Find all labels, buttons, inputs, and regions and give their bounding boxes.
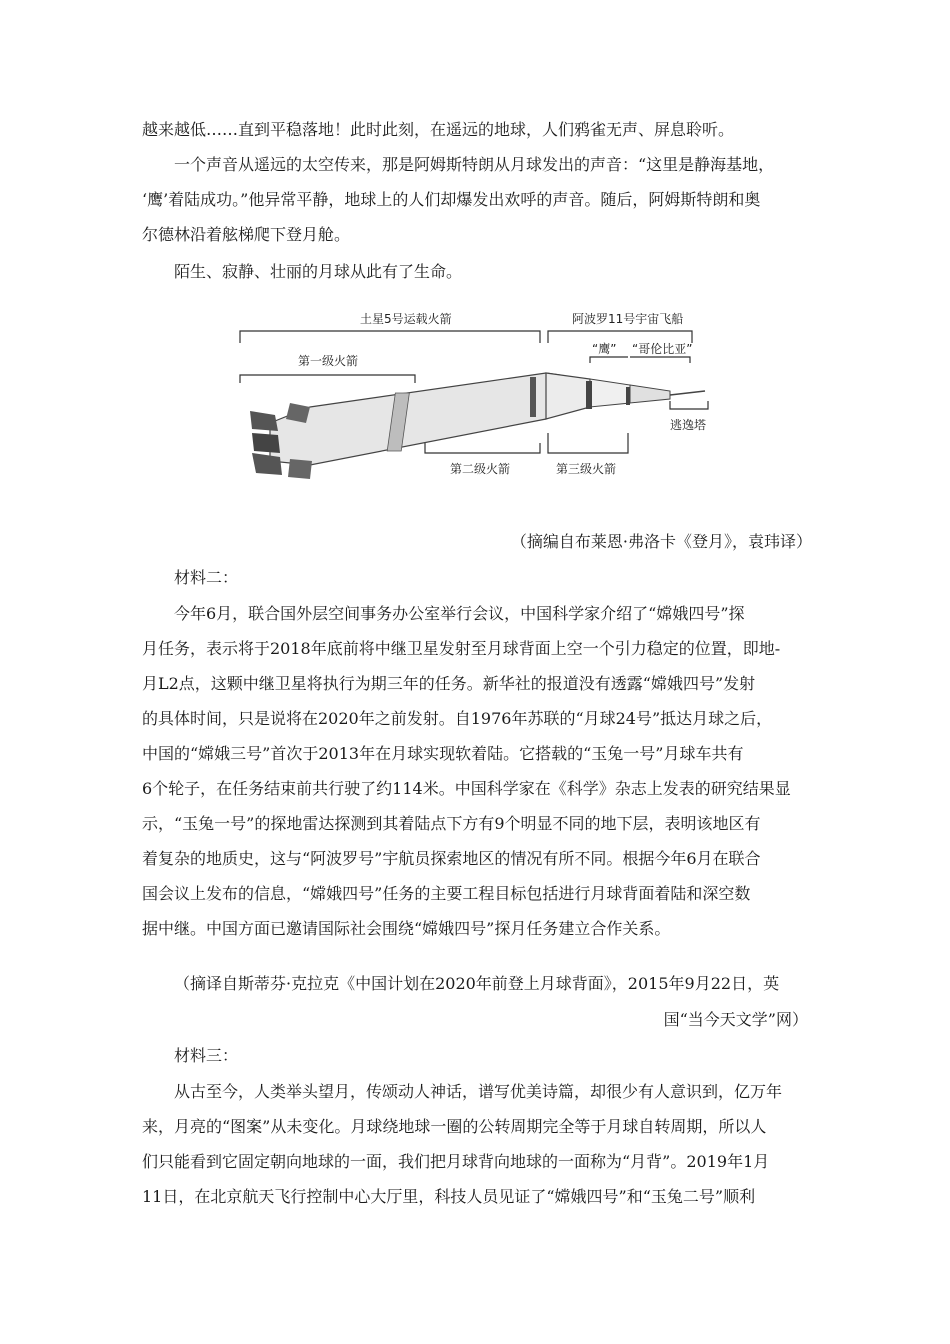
label-escape-tower: 逃逸塔 — [670, 418, 707, 432]
text-line: 来，月亮的“图案”从未变化。月球绕地球一圈的公转周期完全等于月球自转周期，所以人 — [142, 1117, 767, 1136]
text-line: 尔德林沿着舷梯爬下登月舱。 — [142, 225, 351, 244]
label-apollo11: 阿波罗11号宇宙飞船 — [572, 312, 684, 326]
citation-material1 — [142, 524, 812, 559]
paragraph-armstrong-voice — [142, 147, 840, 182]
text-line: 国“当今天文学”网） — [663, 1010, 808, 1029]
bracket-stage1 — [240, 375, 415, 383]
saturn-v-rocket-diagram — [230, 303, 720, 493]
paragraph-armstrong-voice-cont — [142, 182, 808, 252]
text-line: 越来越低……直到平稳落地！此时此刻，在遥远的地球，人们鸦雀无声、屏息聆听。 — [142, 120, 735, 139]
bracket-modules — [590, 357, 690, 363]
bracket-saturn5 — [240, 331, 540, 343]
label-eagle: “鹰” — [592, 342, 617, 356]
label-stage3: 第三级火箭 — [556, 462, 617, 476]
paragraph-material3-body — [142, 1109, 808, 1214]
text-line: 材料二： — [174, 568, 239, 587]
citation-material2-cont — [142, 1002, 808, 1037]
label-stage1: 第一级火箭 — [298, 354, 359, 368]
heading-material3 — [142, 1038, 840, 1073]
text-line: 据中继。中国方面已邀请国际社会围绕“嫦娥四号”探月任务建立合作关系。 — [142, 919, 671, 938]
text-line: （摘译自斯蒂芬·克拉克《中国计划在2020年前登上月球背面》，2015年9月22日，英 — [174, 974, 780, 993]
text-line: 的具体时间，只是说将在2020年之前发射。自1976年苏联的“月球24号”抵达月球之后， — [142, 709, 773, 728]
bracket-escape-tower — [670, 401, 708, 409]
label-saturn5: 土星5号运载火箭 — [360, 312, 452, 326]
text-line: 月L2点，这颗中继卫星将执行为期三年的任务。新华社的报道没有透露“嫦娥四号”发射 — [142, 674, 756, 693]
paragraph-material3-first — [142, 1074, 840, 1109]
paragraph-moon-life — [142, 254, 840, 289]
paragraph-material2-first — [142, 596, 840, 631]
text-line: 国会议上发布的信息，“嫦娥四号”任务的主要工程目标包括进行月球背面着陆和深空数 — [142, 884, 751, 903]
text-line: 月任务，表示将于2018年底前将中继卫星发射至月球背面上空一个引力稳定的位置，即地- — [142, 639, 781, 658]
label-stage2: 第二级火箭 — [450, 462, 511, 476]
text-line: 一个声音从遥远的太空传来，那是阿姆斯特朗从月球发出的声音：“这里是静海基地， — [174, 155, 775, 174]
paragraph-material2-body — [142, 631, 808, 946]
text-line: 中国的“嫦娥三号”首次于2013年在月球实现软着陆。它搭载的“玉兔一号”月球车共有 — [142, 744, 744, 763]
bracket-stage2 — [425, 443, 540, 453]
heading-material2 — [142, 560, 840, 595]
citation-material2 — [142, 966, 840, 1001]
text-line: 从古至今，人类举头望月，传颂动人神话，谱写优美诗篇，却很少有人意识到，亿万年 — [174, 1082, 783, 1101]
bracket-stage3 — [548, 433, 628, 453]
text-line: 今年6月，联合国外层空间事务办公室举行会议，中国科学家介绍了“嫦娥四号”探 — [174, 604, 745, 623]
text-line: ‘鹰’着陆成功。”他异常平静，地球上的人们却爆发出欢呼的声音。随后，阿姆斯特朗和奥 — [142, 190, 761, 209]
text-line: 11日，在北京航天飞行控制中心大厅里，科技人员见证了“嫦娥四号”和“玉兔二号”顺利 — [142, 1187, 756, 1206]
text-line: 6个轮子，在任务结束前共行驶了约114米。中国科学家在《科学》杂志上发表的研究结果显 — [142, 779, 791, 798]
paragraph-landing — [142, 112, 808, 147]
text-line: 陌生、寂静、壮丽的月球从此有了生命。 — [174, 262, 463, 281]
text-line: 着复杂的地质史，这与“阿波罗号”宇航员探索地区的情况有所不同。根据今年6月在联合 — [142, 849, 761, 868]
text-line: （摘编自布莱恩·弗洛卡《登月》，袁玮译） — [510, 532, 812, 551]
text-line: 示，“玉兔一号”的探地雷达探测到其着陆点下方有9个明显不同的地下层，表明该地区有 — [142, 814, 761, 833]
label-columbia: “哥伦比亚” — [632, 342, 693, 356]
text-line: 材料三： — [174, 1046, 239, 1065]
text-line: 们只能看到它固定朝向地球的一面，我们把月球背向地球的一面称为“月背”。2019年1月 — [142, 1152, 770, 1171]
